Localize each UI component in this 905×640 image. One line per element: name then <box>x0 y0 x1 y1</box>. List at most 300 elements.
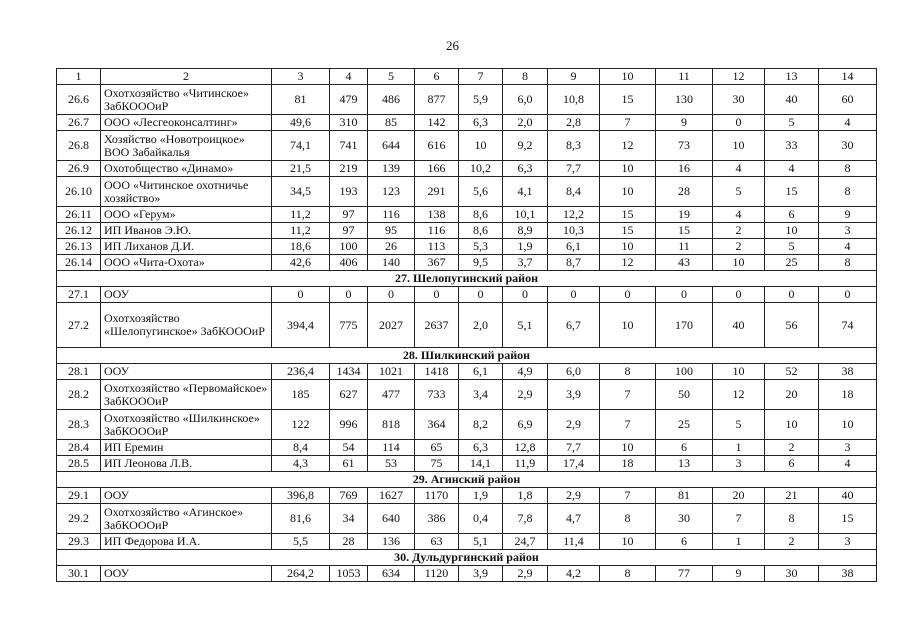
value-cell: 7,8 <box>503 504 548 534</box>
value-cell: 5 <box>765 239 819 255</box>
value-cell: 8,4 <box>548 177 600 207</box>
value-cell: 644 <box>368 131 415 161</box>
value-cell: 8 <box>600 364 656 380</box>
table-row <box>57 504 877 534</box>
entity-name-cell: ИП Еремин <box>101 440 272 456</box>
value-cell: 8 <box>819 161 877 177</box>
value-cell: 4,3 <box>272 456 330 472</box>
value-cell: 0 <box>368 287 415 303</box>
table-row <box>57 440 877 456</box>
value-cell: 6,0 <box>548 364 600 380</box>
value-cell: 396,8 <box>272 488 330 504</box>
value-cell: 122 <box>272 410 330 440</box>
value-cell: 3,7 <box>503 255 548 271</box>
value-cell: 1,8 <box>503 488 548 504</box>
value-cell: 640 <box>368 504 415 534</box>
value-cell: 5 <box>765 115 819 131</box>
value-cell: 193 <box>330 177 368 207</box>
value-cell: 33 <box>765 131 819 161</box>
value-cell: 53 <box>368 456 415 472</box>
value-cell: 634 <box>368 566 415 582</box>
value-cell: 877 <box>415 85 459 115</box>
value-cell: 139 <box>368 161 415 177</box>
value-cell: 6,3 <box>459 440 503 456</box>
value-cell: 63 <box>415 534 459 550</box>
value-cell: 6,0 <box>503 85 548 115</box>
value-cell: 100 <box>656 364 713 380</box>
value-cell: 16 <box>656 161 713 177</box>
value-cell: 15 <box>600 223 656 239</box>
entity-name-cell: Охотхозяйство «Первомайское» ЗабКОООиР <box>101 380 272 410</box>
value-cell: 0 <box>656 287 713 303</box>
value-cell: 2,0 <box>503 115 548 131</box>
value-cell: 21,5 <box>272 161 330 177</box>
value-cell: 310 <box>330 115 368 131</box>
value-cell: 30 <box>713 85 765 115</box>
section-title: 29. Агинский район <box>57 472 877 488</box>
value-cell: 10 <box>459 131 503 161</box>
value-cell: 6,3 <box>459 115 503 131</box>
value-cell: 291 <box>415 177 459 207</box>
row-number-cell: 26.7 <box>57 115 101 131</box>
entity-name-cell: Охотхозяйство «Шелопугинское» ЗабКОООиР <box>101 303 272 348</box>
row-number-cell: 28.3 <box>57 410 101 440</box>
table-row <box>57 177 877 207</box>
value-cell: 6,7 <box>548 303 600 348</box>
value-cell: 4 <box>765 161 819 177</box>
value-cell: 4 <box>819 115 877 131</box>
row-number-cell: 26.12 <box>57 223 101 239</box>
entity-name-cell: Охотхозяйство «Шилкинское» ЗабКОООиР <box>101 410 272 440</box>
value-cell: 8,9 <box>503 223 548 239</box>
value-cell: 0 <box>765 287 819 303</box>
header-cell: 7 <box>459 69 503 85</box>
table-row <box>57 287 877 303</box>
header-cell: 8 <box>503 69 548 85</box>
value-cell: 5,1 <box>459 534 503 550</box>
value-cell: 1418 <box>415 364 459 380</box>
value-cell: 486 <box>368 85 415 115</box>
value-cell: 61 <box>330 456 368 472</box>
value-cell: 114 <box>368 440 415 456</box>
value-cell: 1,9 <box>503 239 548 255</box>
value-cell: 15 <box>819 504 877 534</box>
entity-name-cell: ООУ <box>101 287 272 303</box>
row-number-cell: 26.11 <box>57 207 101 223</box>
value-cell: 95 <box>368 223 415 239</box>
table-row <box>57 161 877 177</box>
value-cell: 733 <box>415 380 459 410</box>
value-cell: 7,7 <box>548 440 600 456</box>
entity-name-cell: Хозяйство «Новотроицкое» ВОО Забайкалья <box>101 131 272 161</box>
value-cell: 8,7 <box>548 255 600 271</box>
entity-name-cell: ИП Федорова И.А. <box>101 534 272 550</box>
header-cell: 1 <box>57 69 101 85</box>
value-cell: 7,7 <box>548 161 600 177</box>
value-cell: 1120 <box>415 566 459 582</box>
value-cell: 0 <box>819 287 877 303</box>
value-cell: 74 <box>819 303 877 348</box>
value-cell: 0 <box>548 287 600 303</box>
value-cell: 20 <box>713 488 765 504</box>
value-cell: 10 <box>600 303 656 348</box>
value-cell: 775 <box>330 303 368 348</box>
value-cell: 12 <box>600 131 656 161</box>
row-number-cell: 30.1 <box>57 566 101 582</box>
value-cell: 100 <box>330 239 368 255</box>
value-cell: 130 <box>656 85 713 115</box>
value-cell: 123 <box>368 177 415 207</box>
value-cell: 2 <box>765 534 819 550</box>
value-cell: 9,5 <box>459 255 503 271</box>
value-cell: 8 <box>600 504 656 534</box>
value-cell: 0 <box>330 287 368 303</box>
value-cell: 1 <box>713 534 765 550</box>
value-cell: 0 <box>503 287 548 303</box>
value-cell: 15 <box>765 177 819 207</box>
row-number-cell: 26.8 <box>57 131 101 161</box>
value-cell: 0 <box>272 287 330 303</box>
value-cell: 10,2 <box>459 161 503 177</box>
value-cell: 1627 <box>368 488 415 504</box>
value-cell: 11,2 <box>272 207 330 223</box>
value-cell: 12,8 <box>503 440 548 456</box>
value-cell: 1053 <box>330 566 368 582</box>
value-cell: 0 <box>459 287 503 303</box>
value-cell: 50 <box>656 380 713 410</box>
table-row <box>57 380 877 410</box>
value-cell: 11,2 <box>272 223 330 239</box>
value-cell: 19 <box>656 207 713 223</box>
value-cell: 85 <box>368 115 415 131</box>
value-cell: 40 <box>819 488 877 504</box>
value-cell: 65 <box>415 440 459 456</box>
value-cell: 4 <box>713 161 765 177</box>
value-cell: 1021 <box>368 364 415 380</box>
value-cell: 42,6 <box>272 255 330 271</box>
entity-name-cell: Охотобщество «Динамо» <box>101 161 272 177</box>
table-row <box>57 534 877 550</box>
entity-name-cell: ООО «Лесгеоконсалтинг» <box>101 115 272 131</box>
value-cell: 8 <box>819 255 877 271</box>
value-cell: 12 <box>713 380 765 410</box>
row-number-cell: 28.2 <box>57 380 101 410</box>
value-cell: 14,1 <box>459 456 503 472</box>
value-cell: 12,2 <box>548 207 600 223</box>
value-cell: 138 <box>415 207 459 223</box>
value-cell: 2637 <box>415 303 459 348</box>
value-cell: 15 <box>600 85 656 115</box>
row-number-cell: 26.13 <box>57 239 101 255</box>
table-row <box>57 115 877 131</box>
value-cell: 5,5 <box>272 534 330 550</box>
value-cell: 28 <box>330 534 368 550</box>
table-header-row <box>57 69 877 85</box>
value-cell: 8,3 <box>548 131 600 161</box>
value-cell: 2 <box>713 223 765 239</box>
value-cell: 56 <box>765 303 819 348</box>
table-row <box>57 255 877 271</box>
value-cell: 11,4 <box>548 534 600 550</box>
header-cell: 10 <box>600 69 656 85</box>
entity-name-cell: ООО «Читинское охотничье хозяйство» <box>101 177 272 207</box>
value-cell: 2 <box>765 440 819 456</box>
value-cell: 10 <box>600 239 656 255</box>
value-cell: 6 <box>765 207 819 223</box>
value-cell: 627 <box>330 380 368 410</box>
value-cell: 367 <box>415 255 459 271</box>
header-cell: 3 <box>272 69 330 85</box>
row-number-cell: 26.10 <box>57 177 101 207</box>
entity-name-cell: ООО «Герум» <box>101 207 272 223</box>
value-cell: 818 <box>368 410 415 440</box>
entity-name-cell: ИП Леонова Л.В. <box>101 456 272 472</box>
value-cell: 1,9 <box>459 488 503 504</box>
value-cell: 60 <box>819 85 877 115</box>
value-cell: 142 <box>415 115 459 131</box>
value-cell: 9 <box>713 566 765 582</box>
value-cell: 8,6 <box>459 223 503 239</box>
header-cell: 6 <box>415 69 459 85</box>
value-cell: 996 <box>330 410 368 440</box>
table-row <box>57 364 877 380</box>
data-table <box>56 68 877 582</box>
value-cell: 113 <box>415 239 459 255</box>
value-cell: 0 <box>713 115 765 131</box>
row-number-cell: 28.5 <box>57 456 101 472</box>
value-cell: 394,4 <box>272 303 330 348</box>
value-cell: 8,2 <box>459 410 503 440</box>
entity-name-cell: Охотхозяйство «Читинское» ЗабКОООиР <box>101 85 272 115</box>
value-cell: 116 <box>368 207 415 223</box>
value-cell: 81 <box>272 85 330 115</box>
value-cell: 9 <box>656 115 713 131</box>
value-cell: 13 <box>656 456 713 472</box>
value-cell: 170 <box>656 303 713 348</box>
value-cell: 0 <box>600 287 656 303</box>
row-number-cell: 26.6 <box>57 85 101 115</box>
value-cell: 10 <box>713 255 765 271</box>
table-row <box>57 207 877 223</box>
table-row <box>57 410 877 440</box>
value-cell: 97 <box>330 207 368 223</box>
value-cell: 30 <box>656 504 713 534</box>
value-cell: 8,4 <box>272 440 330 456</box>
table-row <box>57 85 877 115</box>
section-row <box>57 550 877 566</box>
row-number-cell: 26.9 <box>57 161 101 177</box>
value-cell: 10 <box>713 131 765 161</box>
table-row <box>57 566 877 582</box>
header-cell: 13 <box>765 69 819 85</box>
value-cell: 7 <box>600 115 656 131</box>
value-cell: 10 <box>819 410 877 440</box>
value-cell: 116 <box>415 223 459 239</box>
value-cell: 11 <box>656 239 713 255</box>
value-cell: 5 <box>713 177 765 207</box>
value-cell: 20 <box>765 380 819 410</box>
header-cell: 11 <box>656 69 713 85</box>
value-cell: 5,9 <box>459 85 503 115</box>
row-number-cell: 27.2 <box>57 303 101 348</box>
value-cell: 81 <box>656 488 713 504</box>
table-row <box>57 456 877 472</box>
value-cell: 5 <box>713 410 765 440</box>
entity-name-cell: ООУ <box>101 364 272 380</box>
value-cell: 43 <box>656 255 713 271</box>
value-cell: 81,6 <box>272 504 330 534</box>
value-cell: 2,8 <box>548 115 600 131</box>
value-cell: 3 <box>819 223 877 239</box>
row-number-cell: 29.2 <box>57 504 101 534</box>
value-cell: 477 <box>368 380 415 410</box>
value-cell: 38 <box>819 566 877 582</box>
table-row <box>57 239 877 255</box>
value-cell: 10,8 <box>548 85 600 115</box>
value-cell: 97 <box>330 223 368 239</box>
value-cell: 0 <box>415 287 459 303</box>
row-number-cell: 28.1 <box>57 364 101 380</box>
value-cell: 24,7 <box>503 534 548 550</box>
value-cell: 2027 <box>368 303 415 348</box>
header-cell: 14 <box>819 69 877 85</box>
value-cell: 3 <box>819 534 877 550</box>
value-cell: 7 <box>600 488 656 504</box>
value-cell: 4,7 <box>548 504 600 534</box>
header-cell: 9 <box>548 69 600 85</box>
value-cell: 364 <box>415 410 459 440</box>
value-cell: 26 <box>368 239 415 255</box>
value-cell: 1170 <box>415 488 459 504</box>
value-cell: 219 <box>330 161 368 177</box>
value-cell: 40 <box>765 85 819 115</box>
row-number-cell: 29.1 <box>57 488 101 504</box>
section-row <box>57 271 877 287</box>
value-cell: 34 <box>330 504 368 534</box>
value-cell: 140 <box>368 255 415 271</box>
value-cell: 4,2 <box>548 566 600 582</box>
value-cell: 9 <box>819 207 877 223</box>
value-cell: 5,1 <box>503 303 548 348</box>
value-cell: 38 <box>819 364 877 380</box>
value-cell: 18 <box>819 380 877 410</box>
value-cell: 236,4 <box>272 364 330 380</box>
entity-name-cell: ООУ <box>101 566 272 582</box>
value-cell: 6 <box>656 440 713 456</box>
table-row <box>57 303 877 348</box>
value-cell: 4 <box>819 456 877 472</box>
value-cell: 3,9 <box>548 380 600 410</box>
value-cell: 52 <box>765 364 819 380</box>
value-cell: 8 <box>819 177 877 207</box>
value-cell: 6,1 <box>548 239 600 255</box>
value-cell: 7 <box>600 410 656 440</box>
section-row <box>57 348 877 364</box>
row-number-cell: 29.3 <box>57 534 101 550</box>
value-cell: 2 <box>713 239 765 255</box>
value-cell: 2,9 <box>548 410 600 440</box>
section-title: 30. Дульдургинский район <box>57 550 877 566</box>
value-cell: 28 <box>656 177 713 207</box>
value-cell: 0,4 <box>459 504 503 534</box>
value-cell: 8 <box>600 566 656 582</box>
value-cell: 4 <box>819 239 877 255</box>
table-row <box>57 488 877 504</box>
row-number-cell: 26.14 <box>57 255 101 271</box>
value-cell: 6 <box>656 534 713 550</box>
table-row <box>57 223 877 239</box>
value-cell: 10 <box>600 161 656 177</box>
header-cell: 4 <box>330 69 368 85</box>
value-cell: 10 <box>765 223 819 239</box>
value-cell: 6,1 <box>459 364 503 380</box>
value-cell: 2,0 <box>459 303 503 348</box>
value-cell: 30 <box>765 566 819 582</box>
value-cell: 4 <box>713 207 765 223</box>
value-cell: 616 <box>415 131 459 161</box>
value-cell: 21 <box>765 488 819 504</box>
value-cell: 1434 <box>330 364 368 380</box>
value-cell: 75 <box>415 456 459 472</box>
value-cell: 2,9 <box>503 566 548 582</box>
value-cell: 77 <box>656 566 713 582</box>
value-cell: 25 <box>765 255 819 271</box>
entity-name-cell: ИП Лиханов Д.И. <box>101 239 272 255</box>
entity-name-cell: ООО «Чита-Охота» <box>101 255 272 271</box>
header-cell: 12 <box>713 69 765 85</box>
header-cell: 2 <box>101 69 272 85</box>
table-row <box>57 131 877 161</box>
value-cell: 185 <box>272 380 330 410</box>
value-cell: 0 <box>713 287 765 303</box>
value-cell: 136 <box>368 534 415 550</box>
value-cell: 479 <box>330 85 368 115</box>
value-cell: 34,5 <box>272 177 330 207</box>
value-cell: 15 <box>600 207 656 223</box>
value-cell: 49,6 <box>272 115 330 131</box>
value-cell: 10 <box>600 534 656 550</box>
value-cell: 5,6 <box>459 177 503 207</box>
value-cell: 1 <box>713 440 765 456</box>
value-cell: 769 <box>330 488 368 504</box>
section-title: 27. Шелопугинский район <box>57 271 877 287</box>
value-cell: 74,1 <box>272 131 330 161</box>
row-number-cell: 28.4 <box>57 440 101 456</box>
value-cell: 25 <box>656 410 713 440</box>
value-cell: 7 <box>713 504 765 534</box>
value-cell: 10 <box>600 177 656 207</box>
section-row <box>57 472 877 488</box>
value-cell: 4,9 <box>503 364 548 380</box>
value-cell: 18,6 <box>272 239 330 255</box>
value-cell: 3,9 <box>459 566 503 582</box>
value-cell: 6,3 <box>503 161 548 177</box>
row-number-cell: 27.1 <box>57 287 101 303</box>
header-cell: 5 <box>368 69 415 85</box>
value-cell: 10 <box>600 440 656 456</box>
value-cell: 6 <box>765 456 819 472</box>
value-cell: 3,4 <box>459 380 503 410</box>
value-cell: 18 <box>600 456 656 472</box>
value-cell: 17,4 <box>548 456 600 472</box>
value-cell: 4,1 <box>503 177 548 207</box>
value-cell: 54 <box>330 440 368 456</box>
value-cell: 10 <box>765 410 819 440</box>
value-cell: 2,9 <box>503 380 548 410</box>
value-cell: 30 <box>819 131 877 161</box>
value-cell: 406 <box>330 255 368 271</box>
value-cell: 10,3 <box>548 223 600 239</box>
